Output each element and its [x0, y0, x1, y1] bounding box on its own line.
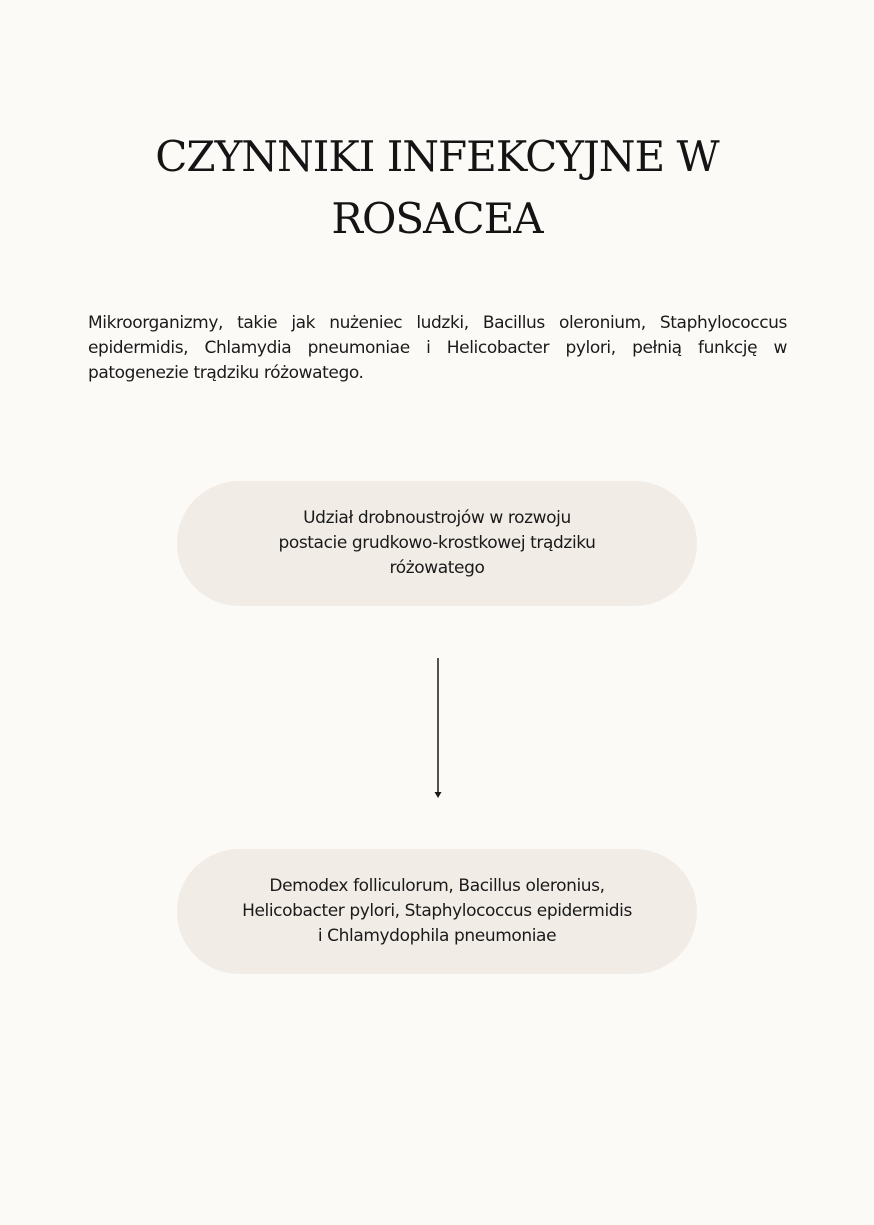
diagram-node-text: [217, 506, 657, 581]
arrow-down-icon: [431, 658, 445, 800]
node-line: różowatego: [389, 558, 485, 578]
diagram-node-text: [217, 874, 657, 949]
title-line-2: ROSACEA: [331, 194, 543, 243]
page-title: [0, 126, 874, 250]
diagram-node-microorganisms: [177, 849, 697, 974]
node-line: Udział drobnoustrojów w rozwoju: [303, 508, 571, 528]
node-line: i Chlamydophila pneumoniae: [317, 926, 557, 946]
intro-paragraph: Mikroorganizmy, takie jak nużeniec ludzki, Bacillus oleronium, Staphylococcus epidermidis, Chlamydia pneumoniae i Helicobacter pylori, pełnią funkcję w patogenezie trądziku różowatego.: [88, 313, 787, 383]
node-line: postacie grudkowo-krostkowej trądziku: [278, 533, 596, 553]
node-line: Demodex folliculorum, Bacillus oleronius,: [269, 876, 605, 896]
title-line-1: CZYNNIKI INFEKCYJNE W: [155, 132, 719, 181]
node-line: Helicobacter pylori, Staphylococcus epidermidis: [242, 901, 632, 921]
diagram-node-microbes-role: [177, 481, 697, 606]
